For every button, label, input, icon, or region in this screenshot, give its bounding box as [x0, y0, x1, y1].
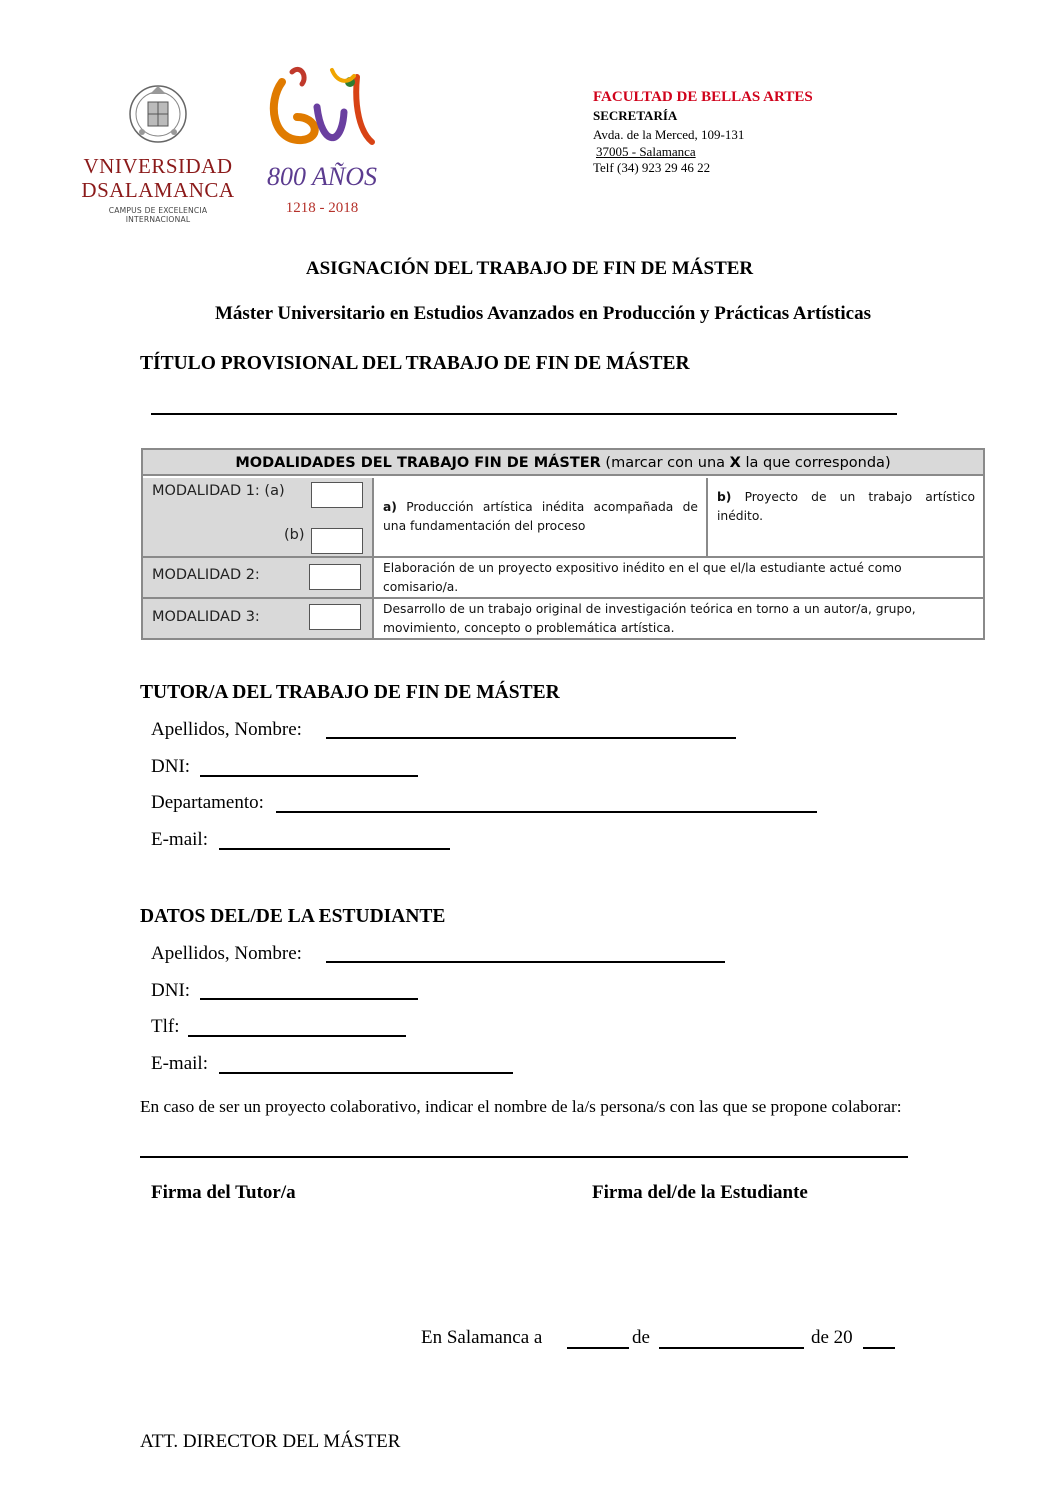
university-name [78, 154, 238, 202]
modality-1b-text: Proyecto de un trabajo artístico inédito. [717, 490, 975, 523]
usal-800-icon [262, 62, 382, 162]
student-heading: DATOS DEL/DE LA ESTUDIANTE [140, 906, 446, 927]
modality-3-text: Desarrollo de un trabajo original de investigación teórica en torno a un autor/a, grupo, movimiento, concepto o problemática artística. [383, 602, 916, 635]
student-email-field[interactable] [219, 1072, 513, 1074]
modality-3-label-cell [143, 599, 374, 638]
tutor-email-field[interactable] [219, 848, 450, 850]
modality-2-label-cell [143, 558, 374, 599]
date-place: En Salamanca a [421, 1327, 543, 1348]
modality-3-label: MODALIDAD 3: [152, 609, 260, 625]
university-campus: CAMPUS DE EXCELENCIA INTERNACIONAL [108, 206, 208, 224]
collaborative-note: En caso de ser un proyecto colaborativo, indicar el nombre de la/s persona/s con las que se propone colaborar: [140, 1097, 902, 1116]
office-name: SECRETARÍA [593, 108, 678, 123]
modalities-header-note-post: la que corresponda) [740, 455, 891, 471]
provisional-title-field[interactable] [151, 413, 897, 415]
modality-2-text: Elaboración de un proyecto expositivo inédito en el que el/la estudiante actué como comisario/a. [383, 561, 902, 594]
student-name-label: Apellidos, Nombre: [151, 943, 302, 964]
university-name-line2: DSALAMANCA [81, 178, 235, 202]
modality-3-checkbox[interactable] [309, 604, 361, 630]
modalities-table [141, 448, 985, 640]
modality-2-checkbox[interactable] [309, 564, 361, 590]
modality-1b-description [708, 478, 983, 558]
modality-1a-text: Producción artística inédita acompañada de una fundamentación del proceso [383, 500, 698, 533]
student-dni-field[interactable] [200, 998, 418, 1000]
university-crest-icon [126, 80, 190, 152]
tutor-department-field[interactable] [276, 811, 817, 813]
modality-1b-prefix: b) [717, 490, 732, 504]
date-month-field[interactable] [659, 1347, 804, 1349]
modality-1a-checkbox[interactable] [311, 482, 363, 508]
tutor-signature-label: Firma del Tutor/a [151, 1182, 296, 1203]
tutor-email-label: E-mail: [151, 829, 208, 850]
document-title: ASIGNACIÓN DEL TRABAJO DE FIN DE MÁSTER [305, 258, 754, 279]
tutor-dni-label: DNI: [151, 756, 191, 777]
student-phone-field[interactable] [188, 1035, 406, 1037]
tutor-name-field[interactable] [326, 737, 736, 739]
phone: Telf (34) 923 29 46 22 [593, 160, 711, 175]
modalities-header [143, 450, 983, 476]
modality-1a-prefix: a) [383, 500, 397, 514]
student-dni-label: DNI: [151, 980, 191, 1001]
date-de-2: de 20 [811, 1327, 853, 1348]
student-phone-label: Tlf: [151, 1016, 180, 1037]
anniversary-800: 800 AÑOS [266, 162, 378, 191]
university-name-line1: VNIVERSIDAD [83, 154, 233, 178]
modality-2-label: MODALIDAD 2: [152, 567, 260, 583]
date-year-field[interactable] [863, 1347, 895, 1349]
modality-1b-checkbox[interactable] [311, 528, 363, 554]
footer-attention: ATT. DIRECTOR DEL MÁSTER [140, 1431, 401, 1452]
student-email-label: E-mail: [151, 1053, 208, 1074]
address-line1: Avda. de la Merced, 109-131 [593, 127, 745, 142]
date-day-field[interactable] [567, 1347, 629, 1349]
tutor-dni-field[interactable] [200, 775, 418, 777]
modality-1-label: MODALIDAD 1: (a) [152, 483, 285, 499]
student-name-field[interactable] [326, 961, 725, 963]
collaborators-field[interactable] [140, 1156, 908, 1158]
date-de-1: de [632, 1327, 650, 1348]
anniversary-logo [262, 62, 382, 222]
modality-3-description [374, 599, 983, 638]
tutor-heading: TUTOR/A DEL TRABAJO DE FIN DE MÁSTER [140, 682, 560, 703]
anniversary-years: 1218 - 2018 [285, 200, 359, 216]
tutor-name-label: Apellidos, Nombre: [151, 719, 302, 740]
address-line2: 37005 - Salamanca [596, 144, 696, 159]
student-signature-label: Firma del/de la Estudiante [592, 1182, 808, 1203]
modalities-header-note-pre: (marcar con una [600, 455, 730, 471]
modality-1b-label: (b) [284, 527, 305, 543]
tutor-department-label: Departamento: [151, 792, 264, 813]
provisional-title-heading: TÍTULO PROVISIONAL DEL TRABAJO DE FIN DE MÁSTER [140, 353, 690, 374]
modality-2-description [374, 558, 983, 599]
university-logo [78, 80, 238, 224]
modality-1a-description [374, 478, 708, 558]
modality-1-label-cell [143, 478, 374, 558]
modalities-header-x: X [729, 455, 741, 471]
document-subtitle: Máster Universitario en Estudios Avanzados en Producción y Prácticas Artísticas [215, 303, 871, 324]
modalities-header-title: MODALIDADES DEL TRABAJO FIN DE MÁSTER [235, 455, 601, 471]
faculty-name: FACULTAD DE BELLAS ARTES [593, 89, 813, 105]
